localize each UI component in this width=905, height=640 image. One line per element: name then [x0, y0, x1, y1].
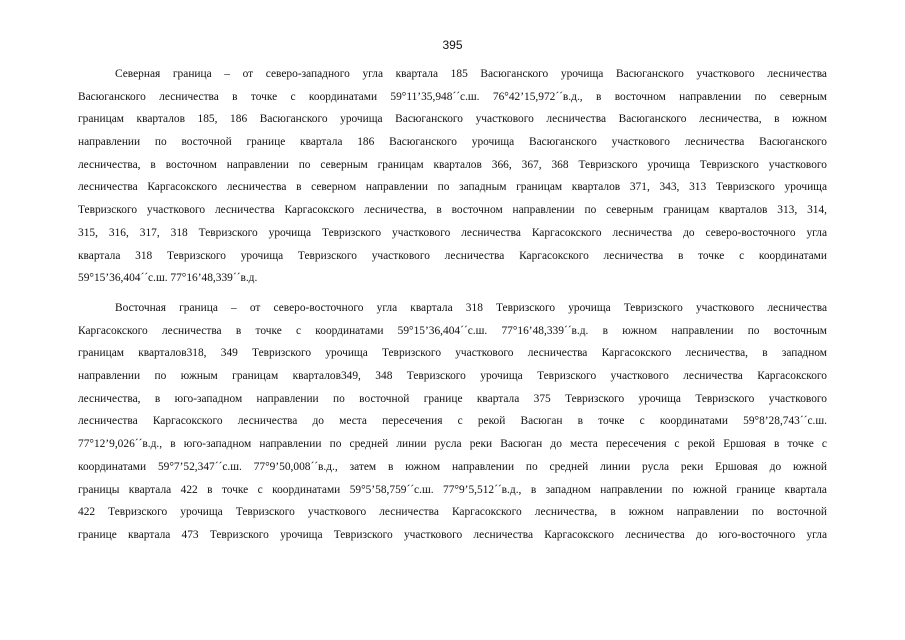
text-line: границам кварталов 185, 186 Васюганского урочища Васюганского участкового лесничества Васюганского лесничества, в южном	[78, 113, 827, 126]
page-number: 395	[442, 38, 463, 52]
text-line: Северная граница – от северо-западного угла квартала 185 Васюганского урочища Васюганского участкового лесничества	[115, 68, 827, 80]
text-line: Восточная граница – от северо-восточного угла квартала 318 Тевризского урочища Тевризского участкового лесничества	[115, 302, 827, 314]
text-line: Каргасокского лесничества в точке с координатами 59°15’36,404´´с.ш. 77°16’48,339´´в.д. в южном направлении по восточным	[78, 324, 827, 337]
text-line: направлении по южным границам кварталов349, 348 Тевризского урочища Тевризского участкового лесничества Каргасокского	[78, 370, 827, 383]
text-line: квартала 318 Тевризского урочища Тевризского участкового лесничества Каргасокского лесничества в точке с координатами	[78, 249, 827, 262]
text-line: Тевризского участкового лесничества Каргасокского лесничества, в восточном направлении по северным границам кварталов 313, 314,	[78, 204, 827, 217]
text-line: лесничества, в восточном направлении по северным границам кварталов 366, 367, 368 Тевризского урочища Тевризского участкового	[78, 158, 827, 171]
text-line: 59°15’36,404´´с.ш. 77°16’48,339´´в.д.	[78, 272, 258, 285]
text-line: 315, 316, 317, 318 Тевризского урочища Тевризского участкового лесничества Каргасокского лесничества до северо-восточного угла	[78, 226, 827, 239]
text-line: 422 Тевризского урочища Тевризского участкового лесничества Каргасокского лесничества, в южном направлении по восточной	[78, 506, 827, 519]
text-line: 77°12’9,026´´в.д., в юго-западном направлении по средней линии русла реки Васюган до места пересечения с рекой Ершовая в точке с	[78, 438, 827, 451]
text-line: Васюганского лесничества в точке с координатами 59°11’35,948´´с.ш. 76°42’15,972´´в.д., в восточном направлении по северным	[78, 90, 827, 103]
text-line: направлении по восточной границе квартала 186 Васюганского урочища Васюганского участкового лесничества Васюганского	[78, 136, 827, 149]
text-line: лесничества Каргасокского лесничества в северном направлении по западным границам кварталов 371, 343, 313 Тевризского урочища	[78, 181, 827, 194]
text-line: границе квартала 473 Тевризского урочища Тевризского участкового лесничества Каргасокского лесничества до юго-восточного угла	[78, 528, 827, 541]
text-line: координатами 59°7’52,347´´с.ш. 77°9’50,008´´в.д., затем в южном направлении по средней линии русла реки Ершовая до южной	[78, 460, 827, 473]
text-line: лесничества Каргасокского лесничества до места пересечения с рекой Васюган в точке с координатами 59°8’28,743´´с.ш.	[78, 415, 827, 428]
text-line: границы квартала 422 в точке с координатами 59°5’58,759´´с.ш. 77°9’5,512´´в.д., в западном направлении по южной границе квартала	[78, 483, 827, 496]
paragraph-east-boundary	[78, 297, 827, 547]
paragraph-north-boundary	[78, 63, 827, 290]
text-line: лесничества, в юго-западном направлении по восточной границе квартала 375 Тевризского урочища Тевризского участкового	[78, 392, 827, 405]
text-line: границам кварталов318, 349 Тевризского урочища Тевризского участкового лесничества Каргасокского лесничества, в западном	[78, 347, 827, 360]
